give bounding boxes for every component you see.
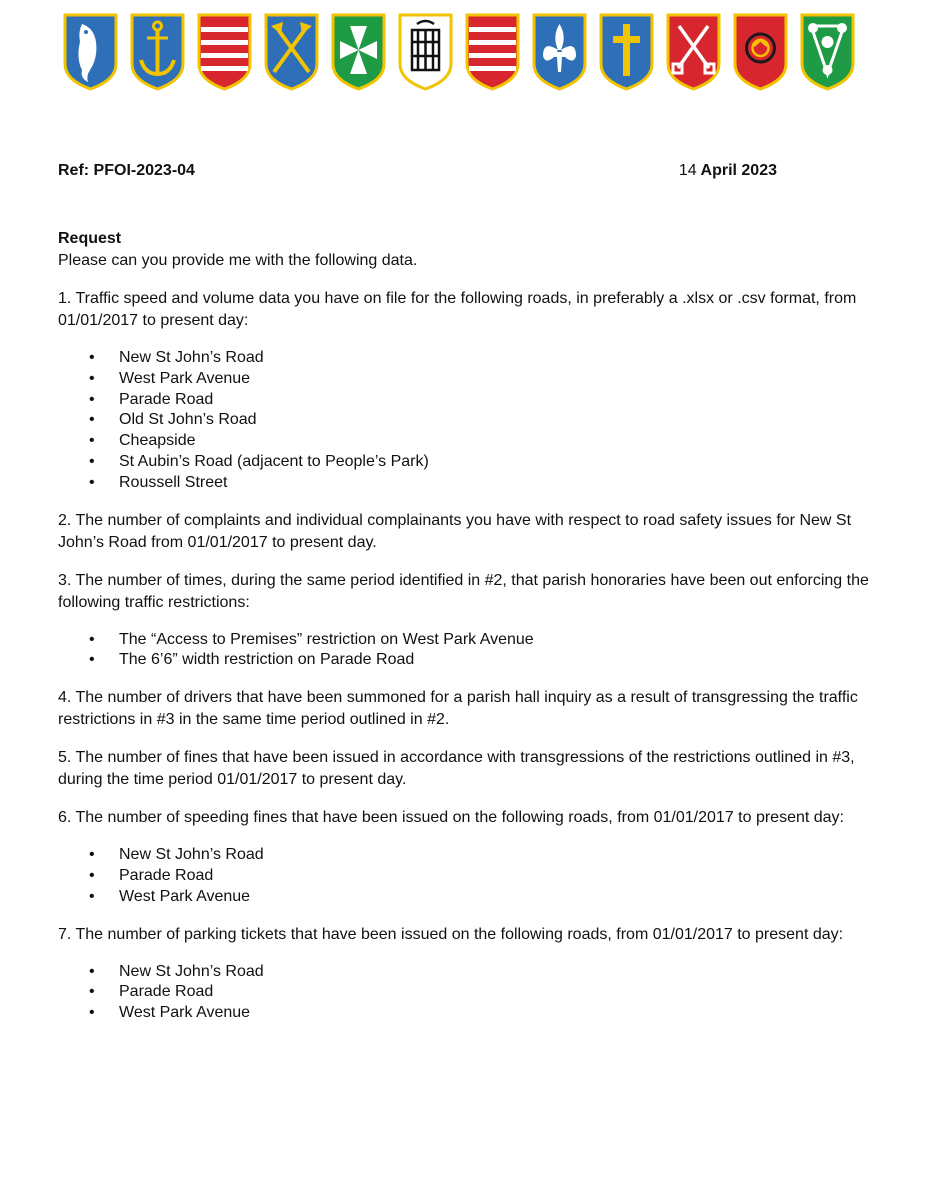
maltese-cross-crest-icon bbox=[330, 12, 387, 92]
list-item: • West Park Avenue bbox=[89, 887, 251, 905]
road-list-7 bbox=[58, 962, 888, 1024]
date-month-year: April 2023 bbox=[700, 162, 777, 179]
list-item: • Parade Road bbox=[89, 390, 214, 408]
bars-crest-icon bbox=[464, 12, 521, 92]
list-item: • Roussell Street bbox=[89, 473, 228, 491]
list-item: • The “Access to Premises” restriction on West Park Avenue bbox=[89, 630, 534, 648]
list-item: • New St John’s Road bbox=[89, 349, 264, 366]
list-item: • West Park Avenue bbox=[89, 369, 251, 387]
road-list-1 bbox=[58, 348, 888, 494]
request-item-5: 5. The number of fines that have been issued in accordance with transgressions of the restrictions outlined in #3, during the time period 01/01/2017 to present day. bbox=[58, 749, 855, 789]
crossed-keys-crest-icon bbox=[665, 12, 722, 92]
list-item: • Parade Road bbox=[89, 866, 214, 884]
request-heading: Request bbox=[58, 230, 122, 247]
latin-cross-crest-icon bbox=[598, 12, 655, 92]
reference-line bbox=[58, 160, 777, 182]
anchor-crest-icon bbox=[129, 12, 186, 92]
request-intro: Please can you provide me with the following data. bbox=[58, 252, 418, 269]
parish-crest-row bbox=[62, 12, 856, 92]
list-item: • Old St John’s Road bbox=[89, 411, 257, 429]
request-item-6: 6. The number of speeding fines that have been issued on the following roads, from 01/01/2017 to present day: bbox=[58, 809, 844, 827]
restriction-list bbox=[58, 630, 888, 672]
list-item: • Cheapside bbox=[89, 432, 196, 450]
request-item-7: 7. The number of parking tickets that have been issued on the following roads, from 01/01/2017 to present day: bbox=[58, 925, 844, 943]
request-item-4: 4. The number of drivers that have been summoned for a parish hall inquiry as a result of transgressing the traffic restrictions in #3 in the same time period outlined in #2. bbox=[58, 689, 858, 729]
crossed-axes-crest-icon bbox=[263, 12, 320, 92]
list-item: • West Park Avenue bbox=[89, 1004, 251, 1022]
request-item-3: 3. The number of times, during the same period identified in #2, that parish honoraries have been out enforcing the following traffic restrictions: bbox=[58, 571, 869, 611]
reference-number: Ref: PFOI-2023-04 bbox=[58, 162, 195, 179]
road-list-6 bbox=[58, 845, 888, 907]
list-item: • New St John’s Road bbox=[89, 962, 264, 980]
letter-date bbox=[679, 160, 777, 182]
list-item: • New St John’s Road bbox=[89, 846, 264, 864]
document-body bbox=[58, 160, 888, 1040]
wreath-crest-icon bbox=[732, 12, 789, 92]
list-item: • Parade Road bbox=[89, 983, 214, 1001]
list-item: • St Aubin’s Road (adjacent to People’s Park) bbox=[89, 452, 429, 470]
request-item-1: 1. Traffic speed and volume data you have on file for the following roads, in preferably a .xlsx or .csv format, from 01/01/2017 to present day: bbox=[58, 290, 857, 329]
trinity-shield-crest-icon bbox=[799, 12, 856, 92]
fleur-de-lis-crest-icon bbox=[531, 12, 588, 92]
date-day: 14 bbox=[678, 162, 697, 179]
grid-crest-icon bbox=[397, 12, 454, 92]
bars-crest-icon bbox=[196, 12, 253, 92]
fish-crest-icon bbox=[62, 12, 119, 92]
list-item: • The 6’6” width restriction on Parade Road bbox=[89, 651, 415, 669]
request-item-2: 2. The number of complaints and individual complainants you have with respect to road safety issues for New St John’s Road from 01/01/2017 to present day. bbox=[58, 511, 852, 551]
